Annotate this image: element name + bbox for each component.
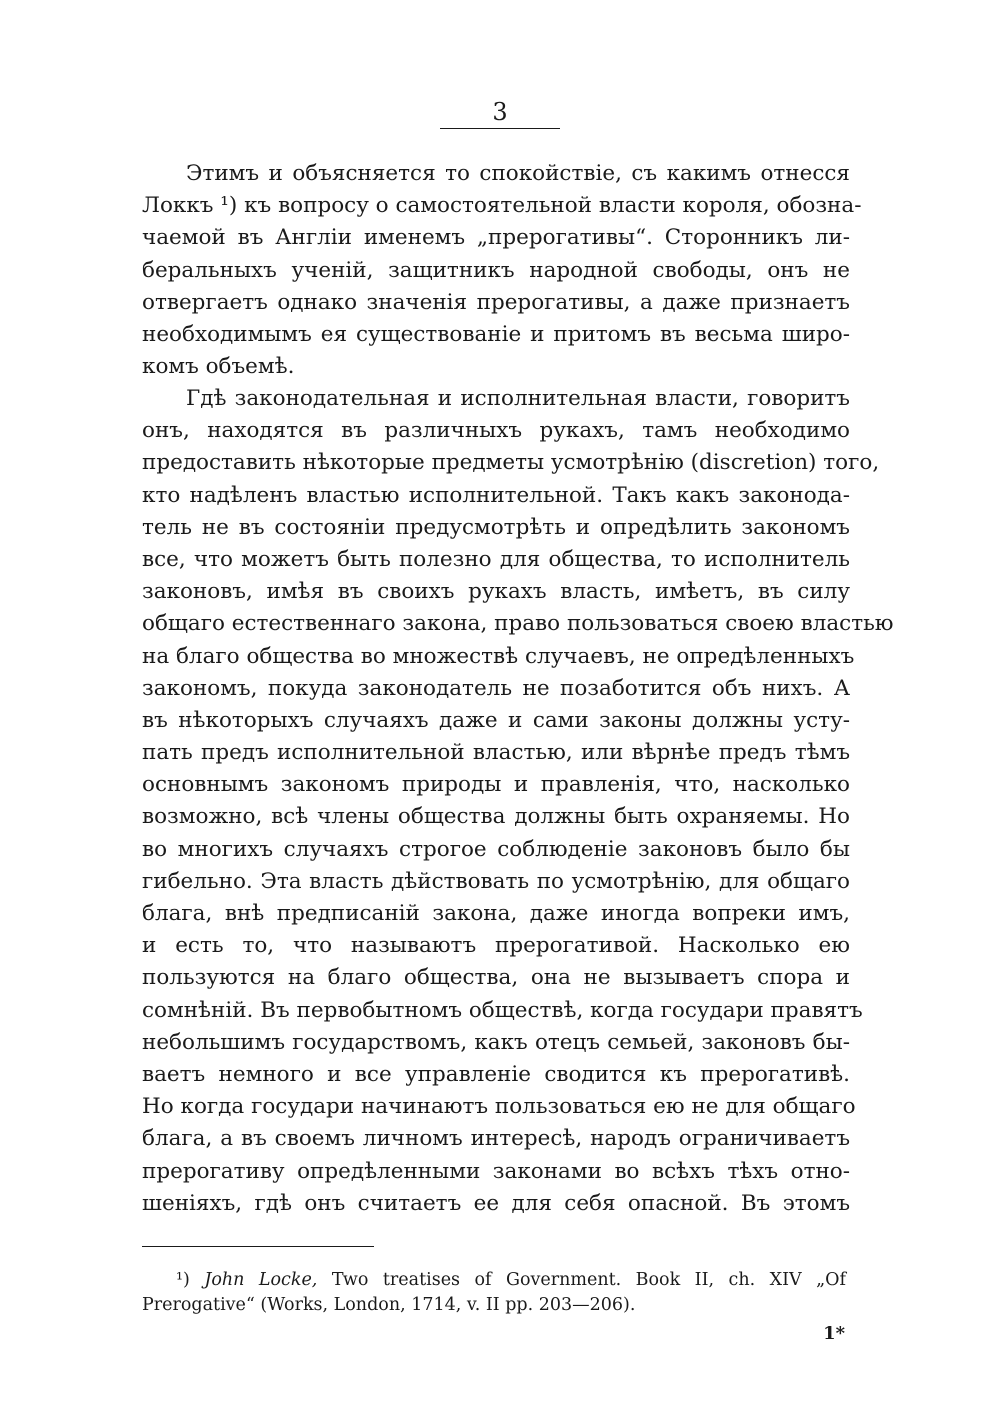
text-line: закономъ, покуда законодатель не позаботится объ нихъ. А <box>142 675 850 701</box>
text-line: Этимъ и объясняется то спокойствіе, съ какимъ отнесся <box>186 161 850 186</box>
text-line: въ нѣкоторыхъ случаяхъ даже и сами законы должны усту- <box>142 707 850 733</box>
paragraph <box>142 383 894 1220</box>
text-line: необходимымъ ея существованіе и притомъ въ весьма широ- <box>142 321 850 347</box>
text-line: онъ, находятся въ различныхъ рукахъ, тамъ необходимо <box>142 418 850 444</box>
text-line: на благо общества во множествѣ случаевъ, не опредѣленныхъ <box>142 643 855 669</box>
text-line: отвергаетъ однако значенія прерогативы, а даже признаетъ <box>142 289 850 315</box>
text-line: блага, а въ своемъ личномъ интересѣ, народъ ограничиваетъ <box>142 1126 850 1152</box>
footnote-marker: ¹) <box>176 1270 190 1290</box>
text-line: чаемой въ Англіи именемъ „прерогативы“. Сторонникъ ли- <box>142 225 850 251</box>
text-line: пользуются на благо общества, она не вызываетъ спора и <box>142 965 850 991</box>
page-number-rule <box>440 128 560 129</box>
footnote-separator <box>142 1246 374 1247</box>
paragraph <box>142 158 862 383</box>
footnote-line <box>142 1268 846 1293</box>
text-line: ваетъ немного и все управленіе сводится къ прерогативѣ. <box>142 1061 850 1087</box>
text-line: Но когда государи начинаютъ пользоваться ею не для общаго <box>142 1094 856 1120</box>
text-line: беральныхъ ученій, защитникъ народной свободы, онъ не <box>142 257 850 283</box>
text-line: сомнѣній. Въ первобытномъ обществѣ, когда государи правятъ <box>142 997 863 1023</box>
text-line: общаго естественнаго закона, право пользоваться своею властью <box>142 611 894 637</box>
text-line: возможно, всѣ члены общества должны быть охраняемы. Но <box>142 804 850 830</box>
text-line: небольшимъ государствомъ, какъ отецъ семьей, законовъ бы- <box>142 1029 850 1055</box>
footnote-text: Two treatises of Government. Book II, ch. XIV „Of <box>331 1270 846 1290</box>
text-line: тель не въ состояніи предусмотрѣть и опредѣлить закономъ <box>142 514 850 540</box>
page-number: 3 <box>492 98 508 126</box>
text-line: Гдѣ законодательная и исполнительная власти, говоритъ <box>186 386 850 411</box>
text-line: комъ объемѣ. <box>142 354 295 380</box>
text-line: основнымъ закономъ природы и правленія, что, насколько <box>142 772 850 798</box>
signature-mark: 1* <box>823 1323 845 1344</box>
text-line: кто надѣленъ властью исполнительной. Такъ какъ законода- <box>142 482 850 508</box>
text-line: Локкъ ¹) къ вопросу о самостоятельной власти короля, обозна- <box>142 193 862 219</box>
text-line: все, что можетъ быть полезно для общества, то исполнитель <box>142 546 850 572</box>
text-line: пать предъ исполнительной властью, или вѣрнѣе предъ тѣмъ <box>142 740 850 766</box>
footnote <box>142 1268 846 1318</box>
text-line: блага, внѣ предписаній закона, даже иногда вопреки имъ, <box>142 901 850 926</box>
text-line: прерогативу опредѣленными законами во всѣхъ тѣхъ отно- <box>142 1158 850 1184</box>
text-line: гибельно. Эта власть дѣйствовать по усмотрѣнію, для общаго <box>142 868 850 894</box>
text-line: во многихъ случаяхъ строгое соблюденіе законовъ было бы <box>142 836 850 862</box>
text-line: шеніяхъ, гдѣ онъ считаетъ ее для себя опасной. Въ этомъ <box>142 1190 850 1216</box>
text-line: законовъ, имѣя въ своихъ рукахъ власть, имѣетъ, въ силу <box>142 579 850 605</box>
footnote-author: John Locke, <box>204 1270 318 1290</box>
footnote-line: Prerogative“ (Works, London, 1714, v. II pp. 203—206). <box>142 1295 636 1315</box>
text-line: предоставить нѣкоторые предметы усмотрѣнію (discretion) того, <box>142 450 880 476</box>
text-line: и есть то, что называютъ прерогативой. Насколько ею <box>142 933 850 959</box>
